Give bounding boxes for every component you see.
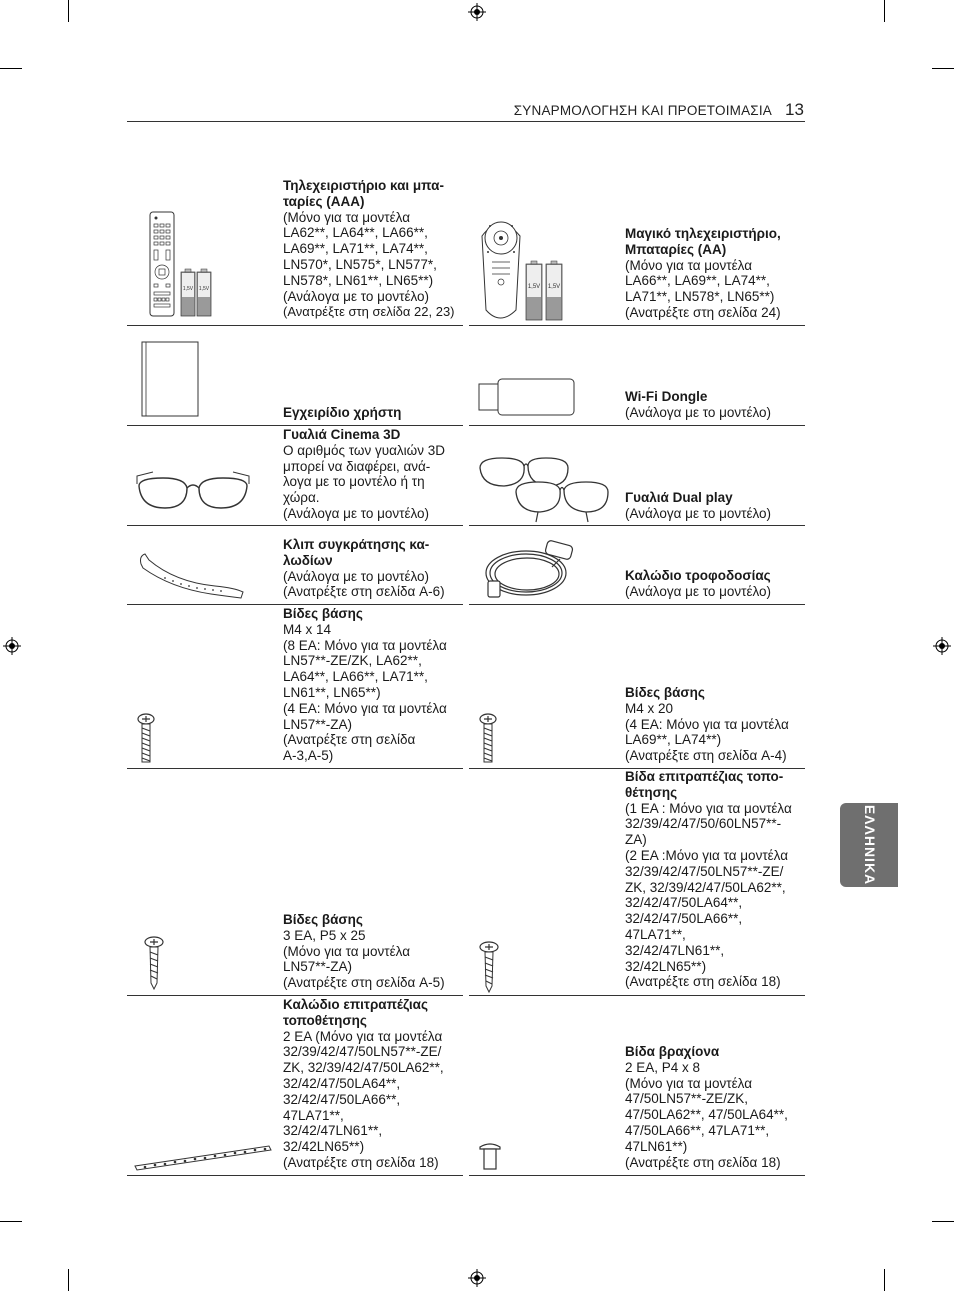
item-wifi-text <box>625 389 803 421</box>
item-line: LN57**-ZE/ZK, LA62**, <box>283 653 422 669</box>
stand-screw-m4x14-icon <box>136 712 156 764</box>
crop-mark <box>68 1269 69 1291</box>
row-divider <box>469 425 805 426</box>
item-line: (Μόνο για τα μοντέλα <box>625 1075 752 1091</box>
item-line: (Ανάλογα με το μοντέλο) <box>283 288 430 304</box>
item-line: (1 EA : Μόνο για τα μοντέλα <box>625 800 792 816</box>
item-line: LA64**, LA66**, LA71**, <box>283 669 428 685</box>
item-line: LN57**-ZA) <box>283 716 353 732</box>
item-bracket-screw-text <box>625 1044 803 1170</box>
item-line: M4 x 20 <box>625 700 674 716</box>
crop-mark <box>0 68 22 69</box>
item-title: Βίδες βάσης <box>283 606 363 621</box>
item-line: 47/50LN57**-ZE/ZK, <box>625 1091 749 1107</box>
item-line: (Ανατρέξτε στη σελίδα 24) <box>625 304 781 320</box>
item-line: 32/42LN65**) <box>283 1139 365 1155</box>
item-line: (Μόνο για τα μοντέλα <box>283 943 410 959</box>
item-line: (2 EA :Μόνο για τα μοντέλα <box>625 847 789 863</box>
item-line: (Ανατρέξτε στη σελίδα 18) <box>283 1154 439 1170</box>
item-title: Βίδα επιτραπέζιας τοπο- <box>625 769 784 784</box>
item-line: A-3,A-5) <box>283 748 334 764</box>
item-line: 32/42/47/50LA66**, <box>283 1091 401 1107</box>
item-line: 47/50LA62**, 47/50LA64**, <box>625 1107 788 1123</box>
item-line: χώρα. <box>283 490 320 506</box>
dual-play-glasses-icon <box>476 452 612 524</box>
section-title: ΣΥΝΑΡΜΟΛΟΓΗΣΗ ΚΑΙ ΠΡΟΕΤΟΙΜΑΣΙΑ <box>513 103 772 118</box>
item-line: 47LN61**) <box>625 1138 688 1154</box>
item-line: (Ανατρέξτε στη σελίδα 18) <box>625 974 781 990</box>
item-title: Βίδα βραχίονα <box>625 1044 720 1059</box>
item-desk-screw-text <box>625 769 803 990</box>
registration-mark-icon <box>468 3 486 21</box>
stand-screw-m4x20-icon <box>478 712 498 764</box>
crop-mark <box>68 0 69 22</box>
remote-control-icon <box>147 210 217 318</box>
item-title: ταρίες (AAA) <box>283 193 365 209</box>
item-line: (Ανατρέξτε στη σελίδα A-5) <box>283 975 445 991</box>
battery-label: 1,5V <box>527 284 541 290</box>
item-title: Βίδες βάσης <box>625 685 705 700</box>
item-title: Γυαλιά Cinema 3D <box>283 427 401 442</box>
item-line: 32/39/42/47/50LN57**-ZE/ <box>283 1044 442 1060</box>
item-line: (Ανάλογα με το μοντέλο) <box>283 505 430 521</box>
page-number: 13 <box>785 100 804 119</box>
item-line: (Μόνο για τα μοντέλα <box>625 257 752 273</box>
row-divider <box>469 325 805 326</box>
item-line: (Ανατρέξτε στη σελίδα 22, 23) <box>283 304 455 320</box>
item-line: (Ανατρέξτε στη σελίδα A-6) <box>283 584 445 600</box>
item-line: LN578*, LN61**, LN65**) <box>283 272 434 288</box>
power-cord-icon <box>480 535 584 603</box>
battery-label: 1,5V <box>198 286 210 292</box>
item-line: LA66**, LA69**, LA74**, <box>625 273 770 289</box>
item-line: LA69**, LA71**, LA74**, <box>283 241 428 257</box>
item-line: (Ανάλογα με το μοντέλο) <box>625 404 772 420</box>
item-title: Εγχειρίδιο χρήστη <box>283 405 402 420</box>
item-title: θέτησης <box>625 784 678 800</box>
item-line: 32/39/42/47/50LN57**-ZE/ <box>625 863 784 879</box>
stand-screw-p5x25-icon <box>143 935 165 991</box>
bracket-screw-icon <box>478 1143 502 1171</box>
magic-remote-icon <box>478 218 570 322</box>
item-title: Γυαλιά Dual play <box>625 490 733 505</box>
item-cable-clip-text <box>283 537 461 600</box>
row-divider <box>127 325 463 326</box>
item-line: LA69**, LA74**) <box>625 732 722 748</box>
item-title: Μαγικό τηλεχειριστήριο, <box>625 226 781 241</box>
item-power-cord-text <box>625 568 803 600</box>
row-divider <box>127 768 463 769</box>
row-divider <box>469 995 805 996</box>
item-magic-remote-text <box>625 226 803 321</box>
item-line: 32/42/47/50LA64**, <box>283 1075 401 1091</box>
item-line: Ο αριθμός των γυαλιών 3D <box>283 442 445 458</box>
crop-mark <box>932 68 954 69</box>
item-line: 2 EA, P4 x 8 <box>625 1059 701 1075</box>
item-line: μπορεί να διαφέρει, ανά- <box>283 458 431 474</box>
item-line: 32/42/47LN61**, <box>625 942 725 958</box>
item-line: ZK, 32/39/42/47/50LA62**, <box>625 879 786 895</box>
item-line: 32/39/42/47/50/60LN57**- <box>625 816 782 832</box>
item-line: 32/42/47LN61**, <box>283 1123 383 1139</box>
item-line: (Μόνο για τα μοντέλα <box>283 209 410 225</box>
item-3d-glasses-text <box>283 427 461 522</box>
item-line: (4 EA: Μόνο για τα μοντέλα <box>625 716 789 732</box>
item-line: 3 EA, P5 x 25 <box>283 927 366 943</box>
header-divider <box>127 121 805 122</box>
row-divider <box>127 425 463 426</box>
item-title: Wi-Fi Dongle <box>625 389 708 404</box>
item-line: (8 EA: Μόνο για τα μοντέλα <box>283 637 447 653</box>
item-line: LN57**-ZA) <box>283 959 353 975</box>
item-desk-cable-text <box>283 997 461 1171</box>
item-line: (Ανατρέξτε στη σελίδα A-4) <box>625 748 787 764</box>
item-line: (Ανάλογα με το μοντέλο) <box>625 505 772 521</box>
item-title: Καλώδιο τροφοδοσίας <box>625 568 771 583</box>
registration-mark-icon <box>933 637 951 655</box>
item-line: 47/50LA66**, 47LA71**, <box>625 1122 770 1138</box>
row-divider <box>127 604 463 605</box>
language-tab <box>840 803 898 887</box>
item-line: 47LA71**, <box>283 1107 344 1123</box>
item-line: (4 EA: Μόνο για τα μοντέλα <box>283 700 447 716</box>
item-title: Βίδες βάσης <box>283 912 363 927</box>
item-line: ZK, 32/39/42/47/50LA62**, <box>283 1060 444 1076</box>
item-line: 32/42/47/50LA66**, <box>625 911 743 927</box>
registration-mark-icon <box>468 1269 486 1287</box>
item-title: λωδίων <box>283 552 333 568</box>
desk-mount-screw-icon <box>478 940 500 994</box>
item-line: (Ανάλογα με το μοντέλο) <box>625 583 772 599</box>
item-title: Κλιπ συγκράτησης κα- <box>283 537 430 552</box>
item-line: 32/42/47/50LA64**, <box>625 895 743 911</box>
item-stand-screws-m4x14-text <box>283 606 461 764</box>
item-line: 32/42LN65**) <box>625 958 707 974</box>
item-stand-screws-m4x20-text <box>625 685 803 764</box>
item-line: LA71**, LN578*, LN65**) <box>625 289 775 305</box>
row-divider <box>127 525 463 526</box>
row-divider <box>469 1175 805 1176</box>
battery-label: 1,5V <box>547 284 561 290</box>
registration-mark-icon <box>3 637 21 655</box>
crop-mark <box>884 1269 885 1291</box>
item-title: τοποθέτησης <box>283 1012 367 1028</box>
user-manual-icon <box>140 340 202 420</box>
item-manual-text <box>283 405 461 421</box>
desk-mount-cable-icon <box>133 1140 273 1172</box>
crop-mark <box>0 1221 22 1222</box>
cable-clip-icon <box>135 550 247 602</box>
item-line: LN570*, LN575*, LN577*, <box>283 256 437 272</box>
item-title: Καλώδιο επιτραπέζιας <box>283 997 428 1012</box>
item-line: LN61**, LN65**) <box>283 684 381 700</box>
item-title: Τηλεχειριστήριο και μπα- <box>283 178 444 193</box>
item-dual-play-text <box>625 490 803 522</box>
item-line: (Ανατρέξτε στη σελίδα 18) <box>625 1154 781 1170</box>
crop-mark <box>884 0 885 22</box>
language-tab-label: ΕΛΛΗΝΙΚΑ <box>862 804 878 886</box>
row-divider <box>469 604 805 605</box>
item-line: 2 EA (Μόνο για τα μοντέλα <box>283 1028 443 1044</box>
3d-glasses-icon <box>133 466 253 516</box>
item-line: 47LA71**, <box>625 926 686 942</box>
item-stand-screws-p5x25-text <box>283 912 461 991</box>
crop-mark <box>932 1221 954 1222</box>
row-divider <box>127 995 463 996</box>
item-line: λογα με το μοντέλο ή τη <box>283 474 425 490</box>
item-line: LA62**, LA64**, LA66**, <box>283 225 428 241</box>
row-divider <box>469 525 805 526</box>
battery-label: 1,5V <box>182 286 194 292</box>
item-line: ZA) <box>625 832 647 848</box>
item-remote-text <box>283 178 461 320</box>
row-divider <box>127 1175 463 1176</box>
wifi-dongle-icon <box>478 378 578 418</box>
item-line: (Ανάλογα με το μοντέλο) <box>283 568 430 584</box>
item-line: (Ανατρέξτε στη σελίδα <box>283 732 416 748</box>
item-title: Μπαταρίες (AA) <box>625 241 727 257</box>
item-line: M4 x 14 <box>283 621 332 637</box>
